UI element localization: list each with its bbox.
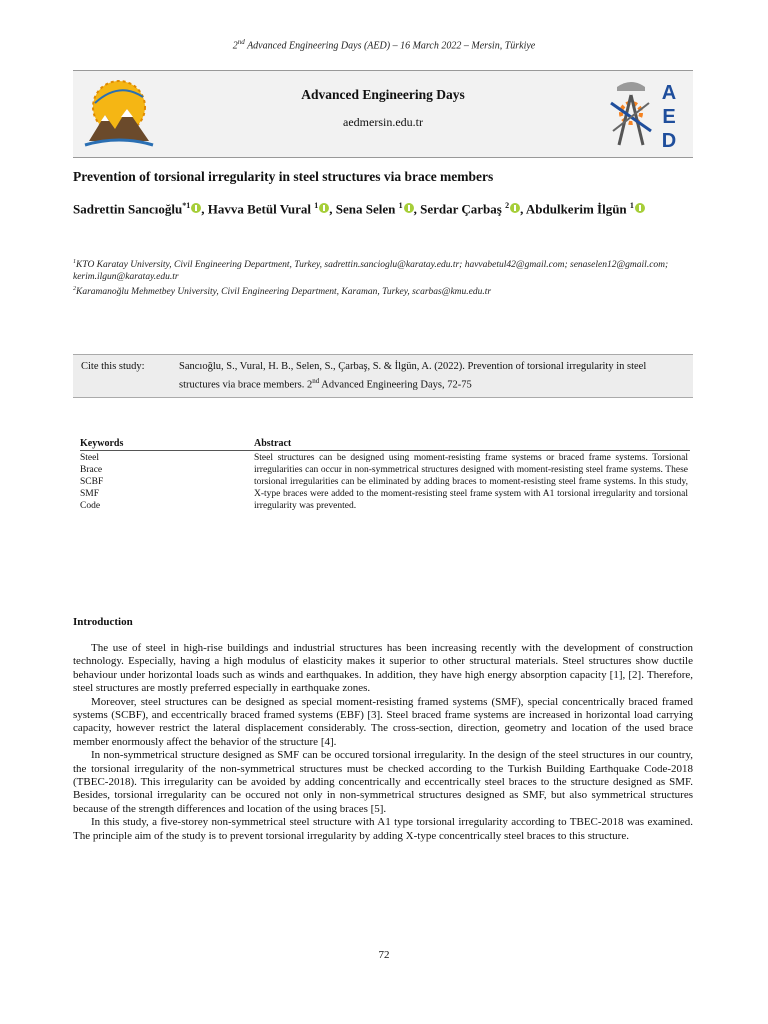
orcid-icon[interactable] [510,203,520,213]
mersin-sun-logo-icon [81,73,157,153]
citation-text-part2: Advanced Engineering Days, 72-75 [319,379,472,391]
conference-header [0,38,768,51]
author-affil-sup: 1 [314,201,319,210]
author-affil-sup: *1 [182,201,191,210]
page-number: 72 [378,949,390,961]
author-name: Sadrettin Sancıoğlu [73,201,183,217]
body-paragraph: Moreover, steel structures can be designed as special moment-resisting framed systems (SMF), special concentrically braced framed systems (SCBF), and eccentrically braced framed systems (EBF) [3]. Steel braced frame systems are increased in horizontal load carrying capacity, however restrict the lateral displacement considerably. The cross-section, direction, geometry and location of the used brace member enormously affect the behavior of the structure [4]. [73,695,693,748]
conference-ordinal: 2 [232,40,238,52]
abstract-heading: Abstract [254,438,292,449]
abstract-text: Steel structures can be designed using moment-resisting frame systems or braced frame systems. Torsional irregularities can occur in non-symmetrical structures designed with moment-resisting steel frame systems. These torsional irregularities can be eliminated by adding braces to moment-resisting steel frame systems. In this study, X-type braces were added to the moment-resisting steel frame system with A1 torsional irregularity and torsional irregularity was prevented. [254,453,688,511]
aed-letter-a: A [661,82,677,104]
keywords-list [80,452,103,512]
orcid-icon[interactable] [191,203,201,213]
journal-title: Advanced Engineering Days [301,87,465,102]
conference-ordinal-suffix: nd [237,38,245,46]
author-affil-sup: 1 [629,201,634,210]
affiliation-item [73,256,703,283]
body-paragraph: The use of steel in high-rise buildings and industrial structures has been increasing recently with the development of construction technology. Especially, having a high modulus of elasticity makes it superior to other structural materials. Steel structures show ductile behaviour under horizontal loads such as winds and earthquakes. In addition, they have high energy absorption capacity [1], [2]. Therefore, steel structures are mostly preferred especially in earthquake zones. [73,642,693,695]
affiliation-text: Karamanoğlu Mehmetbey University, Civil Engineering Department, Karaman, Turkey, scarbas@kmu.edu.tr [76,287,492,298]
citation-text [179,359,679,393]
author-name: Sena Selen [335,201,396,217]
keyword-item: Steel [80,453,99,463]
orcid-icon[interactable] [404,203,414,213]
author-affil-sup: 1 [398,201,403,210]
keywords-heading: Keywords [80,438,124,449]
aed-letter-e: E [662,106,676,128]
citation-text-sup: nd [312,377,320,385]
aed-letter-d: D [661,130,677,152]
citation-label: Cite this study: [81,361,145,372]
introduction-body [73,642,693,843]
affiliation-item [73,283,703,298]
author-name: Abdulkerim İlgün [525,201,627,217]
keyword-item: Code [80,501,101,511]
author-list: Sadrettin Sancıoğlu$^{*1}$ , Havva Betül Vural $^1$ , Sena Selen $^1$ , Serdar Çarbaş $^2$ , Abdulkerim İlgün $^1$ [73,197,693,217]
body-paragraph: In non-symmetrical structure designed as SMF can be occured torsional irregularity. In the design of the steel structures in our country, the torsional irregularity of the non-symmetrical structures must be checked according to the Turkish Building Earthquake Code-2018 (TBEC-2018). This irregularity can be avoided by adding concentrically and eccentrically steel braces to the structure designed as SMF. Besides, torsional irregularity can be occured not only in non-symmetrical structures designed as SMF, but also symmetrical structures because of the strength differences and location of the using braces [5]. [73,749,693,815]
introduction-heading: Introduction [73,616,133,628]
conference-line-text: Advanced Engineering Days (AED) – 16 March 2022 – Mersin, Türkiye [244,40,536,52]
journal-url[interactable]: aedmersin.edu.tr [343,115,423,129]
orcid-icon[interactable] [635,203,645,213]
body-paragraph: In this study, a five-storey non-symmetrical steel structure with A1 type torsional irregularity according to TBEC-2018 was examined. The principle aim of the study is to prevent torsional irregularity by adding X-type concentrically steel braces to this structure. [73,816,693,842]
paper-title: Prevention of torsional irregularity in steel structures via brace members [73,169,494,184]
author-name: Serdar Çarbaş [420,201,502,217]
citation-text-part1: Sancıoğlu, S., Vural, H. B., Selen, S., Çarbaş, S. & İlgün, A. (2022). Prevention of torsional irregularity in steel structures via brace members. 2 [179,361,647,391]
aed-logo-icon [603,73,689,153]
affiliations [73,256,703,298]
journal-banner [73,70,693,158]
author-affil-sup: 2 [505,201,510,210]
affiliation-text: KTO Karatay University, Civil Engineering Department, Turkey, sadrettin.sancioglu@karatay.edu.tr; havvabetul42@gmail.com; senaselen12@gmail.com; kerim.ilgun@karatay.edu.tr [73,260,669,283]
keywords-divider [80,450,690,451]
keyword-item: SCBF [80,477,104,487]
keyword-item: Brace [80,465,103,475]
author-name: Havva Betül Vural [207,201,311,217]
citation-box [73,354,693,398]
affiliation-sup: 2 [73,286,76,293]
orcid-icon[interactable] [319,203,329,213]
keyword-item: SMF [80,489,100,499]
affiliation-sup: 1 [73,259,76,265]
